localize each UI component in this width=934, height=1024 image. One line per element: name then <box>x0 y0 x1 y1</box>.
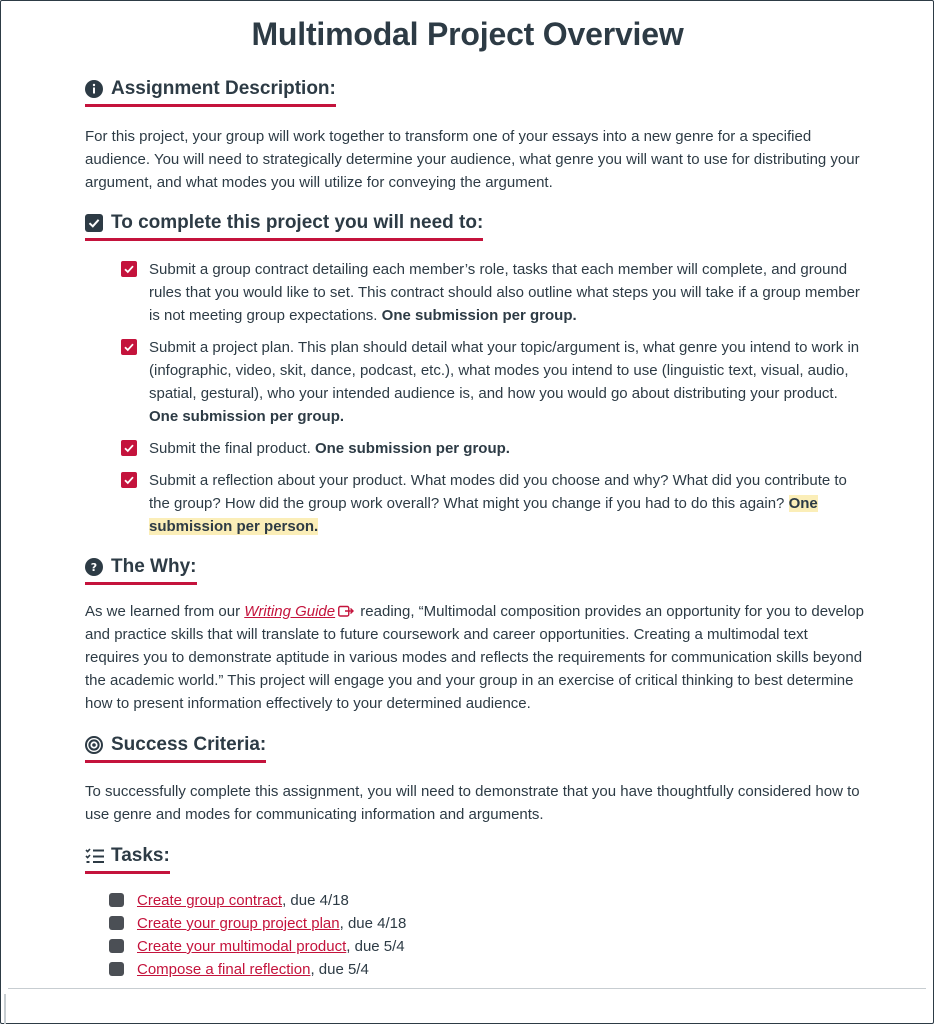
the-why-text-before: As we learned from our <box>85 603 241 620</box>
the-why-heading <box>85 556 197 585</box>
the-why-heading-label: The Why: <box>111 556 197 577</box>
assignment-description-text: For this project, your group will work together to transform one of your essays into a new genre for a specified audience. You will need to strategically determine your audience, what genre you will want to use for distributing your argument, and what modes you will utilize for conveying the argument. <box>85 128 860 191</box>
tasks-heading-label: Tasks: <box>111 845 170 866</box>
bullet-square-icon <box>109 939 124 953</box>
task-link-project-plan[interactable]: Create your group project plan <box>137 915 340 932</box>
question-icon <box>85 558 103 576</box>
checked-box-icon <box>121 472 137 488</box>
success-criteria-heading-label: Success Criteria: <box>111 734 267 755</box>
success-criteria-text: To successfully complete this assignment, you will need to demonstrate that you have thoughtfully considered how to use genre and modes for communicating information and arguments. <box>85 783 860 823</box>
requirements-list <box>121 258 861 547</box>
bullet-square-icon <box>109 893 124 907</box>
resize-handle[interactable] <box>4 994 6 1024</box>
task-item <box>109 958 406 981</box>
the-why-text <box>85 600 865 715</box>
task-due: , due 4/18 <box>339 915 407 932</box>
requirement-item <box>121 336 861 428</box>
the-why-text-after: reading, “Multimodal composition provides an opportunity for you to develop and practice skills that will translate to future coursework and career opportunities. Creating a multimodal text requires you to demonstrate aptitude in various modes and reflects the requirements for communication skills beyond the academic world.” This project will engage you and your group in an exercise of critical thinking to best determine how to present information effectively to your determined audience. <box>85 603 864 712</box>
task-due: , due 4/18 <box>282 892 349 909</box>
requirement-bold: One submission per group. <box>314 440 510 457</box>
bullet-square-icon <box>109 962 124 976</box>
tasks-list <box>109 889 406 981</box>
assignment-description-heading <box>85 78 336 107</box>
task-item <box>109 889 406 912</box>
bottom-divider <box>8 988 926 989</box>
requirement-item <box>121 258 861 327</box>
task-link-multimodal-product[interactable]: Create your multimodal product <box>137 938 347 955</box>
requirement-item <box>121 469 861 538</box>
requirement-item <box>121 437 861 460</box>
requirement-text: Submit a reflection about your product. What modes did you choose and why? What did you contribute to the group? How did the group work overall? What might you change if you had to do this again? <box>149 472 847 512</box>
checked-box-icon <box>121 339 137 355</box>
task-item <box>109 912 406 935</box>
tasks-heading <box>85 845 170 874</box>
task-item <box>109 935 406 958</box>
checked-box-icon <box>121 440 137 456</box>
bullet-square-icon <box>109 916 124 930</box>
requirement-bold: One submission per group. <box>149 408 345 425</box>
target-icon <box>85 736 103 754</box>
task-due: , due 5/4 <box>310 961 369 978</box>
requirement-bold-highlighted: One submission per person. <box>149 495 818 535</box>
requirements-heading <box>85 212 483 241</box>
task-link-group-contract[interactable]: Create group contract <box>137 892 283 909</box>
requirement-text: Submit a project plan. This plan should detail what your topic/argument is, what genre you intend to work in (infographic, video, skit, dance, podcast, etc.), what modes you intend to use (linguistic text, visual, audio, spatial, gestural), who your intended audience is, and how you would go about distributing your product. <box>149 339 860 402</box>
assignment-description-heading-label: Assignment Description: <box>111 78 336 99</box>
checked-box-icon <box>121 261 137 277</box>
requirements-heading-label: To complete this project you will need to: <box>111 212 484 233</box>
info-icon <box>85 80 103 98</box>
requirement-text: Submit a group contract detailing each member’s role, tasks that each member will complete, and ground rules that you would like to set. This contract should also outline what steps you will take if a group member is not meeting group expectations. <box>149 261 860 324</box>
external-link-icon[interactable] <box>338 601 354 613</box>
svg-text:?: ? <box>90 561 98 575</box>
task-list-icon <box>85 847 103 865</box>
checkbox-icon <box>85 214 103 232</box>
requirement-bold: One submission per group. <box>381 307 577 324</box>
writing-guide-link[interactable]: Writing Guide <box>244 603 336 620</box>
task-due: , due 5/4 <box>346 938 405 955</box>
task-link-final-reflection[interactable]: Compose a final reflection <box>137 961 311 978</box>
page-title: Multimodal Project Overview <box>251 16 684 52</box>
requirement-text: Submit the final product. <box>149 440 311 457</box>
success-criteria-heading <box>85 734 266 763</box>
